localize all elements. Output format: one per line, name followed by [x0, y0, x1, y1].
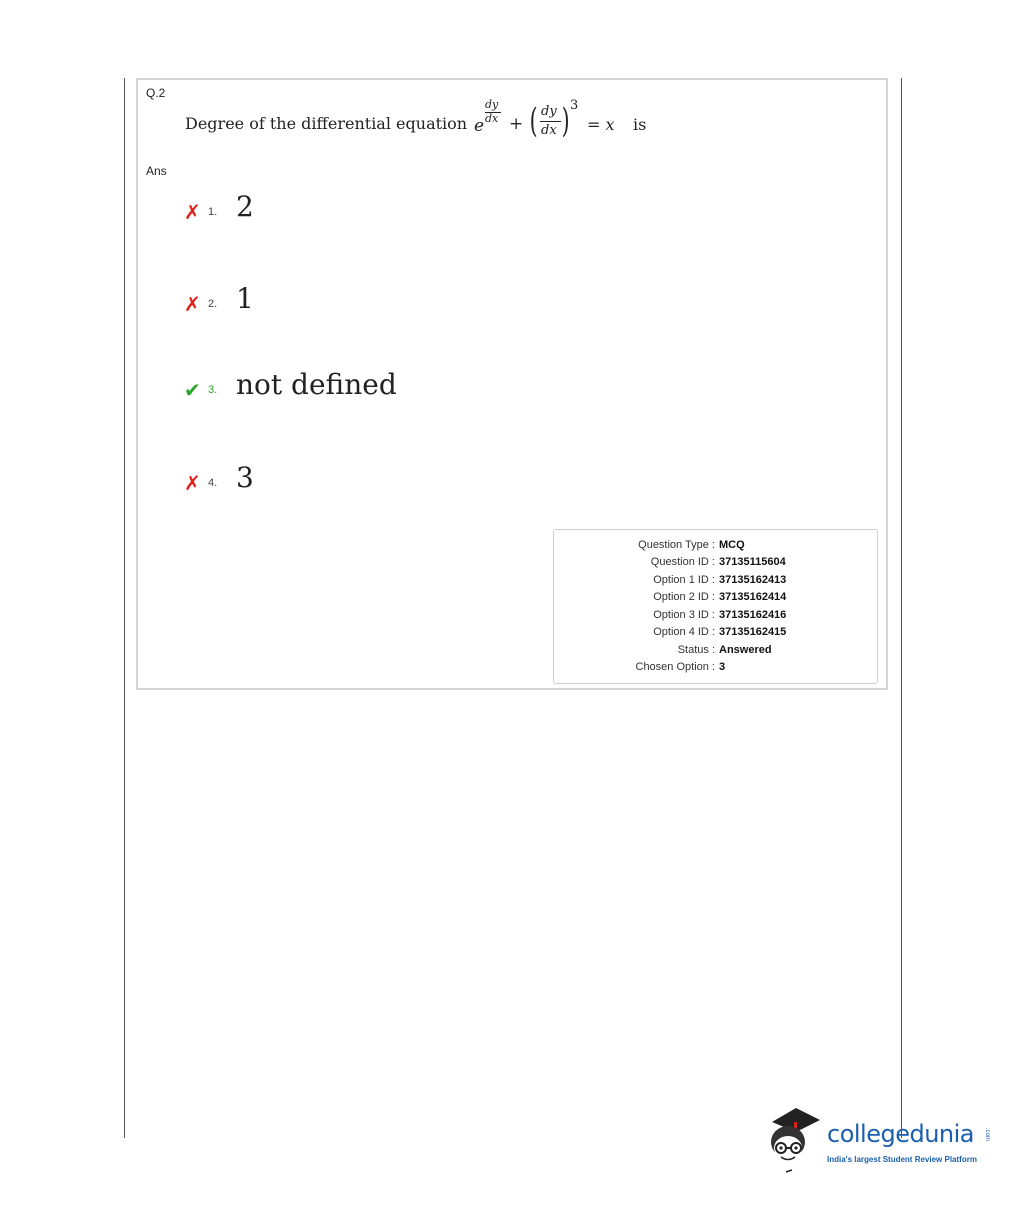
wrong-mark-icon: ✗ — [184, 471, 201, 495]
info-value: 3 — [719, 661, 726, 673]
left-margin-line — [124, 78, 125, 1138]
logo-tagline: India's largest Student Review Platform — [827, 1155, 977, 1164]
info-label: Chosen Option : — [635, 661, 715, 673]
option-text: 1 — [236, 282, 254, 315]
info-row-question-type — [554, 539, 879, 556]
equation-exp-numerator: dy — [485, 98, 499, 111]
info-label: Question Type : — [638, 539, 715, 551]
info-label: Status : — [677, 644, 715, 656]
equation-plus: + — [509, 114, 524, 134]
option-index: 3. — [208, 384, 218, 396]
option-text: 3 — [236, 461, 254, 494]
info-row-option-1-id — [554, 574, 879, 591]
info-value: 37135115604 — [719, 556, 786, 568]
question-number: Q.2 — [146, 86, 166, 100]
equation-rhs: = x — [587, 115, 615, 134]
info-label: Option 2 ID : — [653, 591, 715, 603]
option-index: 4. — [208, 477, 218, 489]
equation-power: 3 — [570, 98, 579, 113]
info-row-option-3-id — [554, 609, 879, 626]
option-text: 2 — [236, 190, 254, 223]
check-mark-icon: ✔ — [184, 378, 201, 402]
info-value: MCQ — [719, 539, 745, 551]
question-info-panel — [553, 529, 878, 684]
logo-domain-suffix: .com — [984, 1128, 990, 1142]
info-row-status — [554, 644, 879, 661]
info-label: Option 3 ID : — [653, 609, 715, 621]
equation-paren-denominator: dx — [541, 123, 557, 138]
info-value: Answered — [719, 644, 772, 656]
info-value: 37135162415 — [719, 626, 787, 638]
option-index: 2. — [208, 298, 218, 310]
equation-exp-denominator: dx — [485, 112, 499, 125]
question-equation — [471, 96, 671, 146]
equation-left-paren: ( — [529, 101, 538, 141]
info-value: 37135162416 — [719, 609, 787, 621]
right-margin-line — [901, 78, 902, 1138]
equation-base: e — [474, 116, 485, 136]
equation-right-paren: ) — [561, 101, 570, 141]
mascot-icon — [766, 1104, 824, 1176]
info-label: Option 1 ID : — [653, 574, 715, 586]
info-row-question-id — [554, 556, 879, 573]
option-text: not defined — [236, 368, 397, 401]
info-value: 37135162414 — [719, 591, 787, 603]
info-value: 37135162413 — [719, 574, 787, 586]
equation-paren-fraction-bar — [540, 121, 561, 122]
option-index: 1. — [208, 206, 218, 218]
info-row-chosen-option — [554, 661, 879, 678]
logo-wordmark: collegedunia — [827, 1120, 975, 1148]
answer-label: Ans — [146, 164, 167, 178]
info-label: Option 4 ID : — [653, 626, 715, 638]
equation-suffix: is — [633, 115, 647, 134]
wrong-mark-icon: ✗ — [184, 292, 201, 316]
collegedunia-logo — [766, 1104, 996, 1176]
wrong-mark-icon: ✗ — [184, 200, 201, 224]
info-row-option-2-id — [554, 591, 879, 608]
question-text: Degree of the differential equation — [185, 114, 468, 133]
equation-paren-numerator: dy — [541, 104, 557, 119]
info-row-option-4-id — [554, 626, 879, 643]
info-label: Question ID : — [650, 556, 715, 568]
